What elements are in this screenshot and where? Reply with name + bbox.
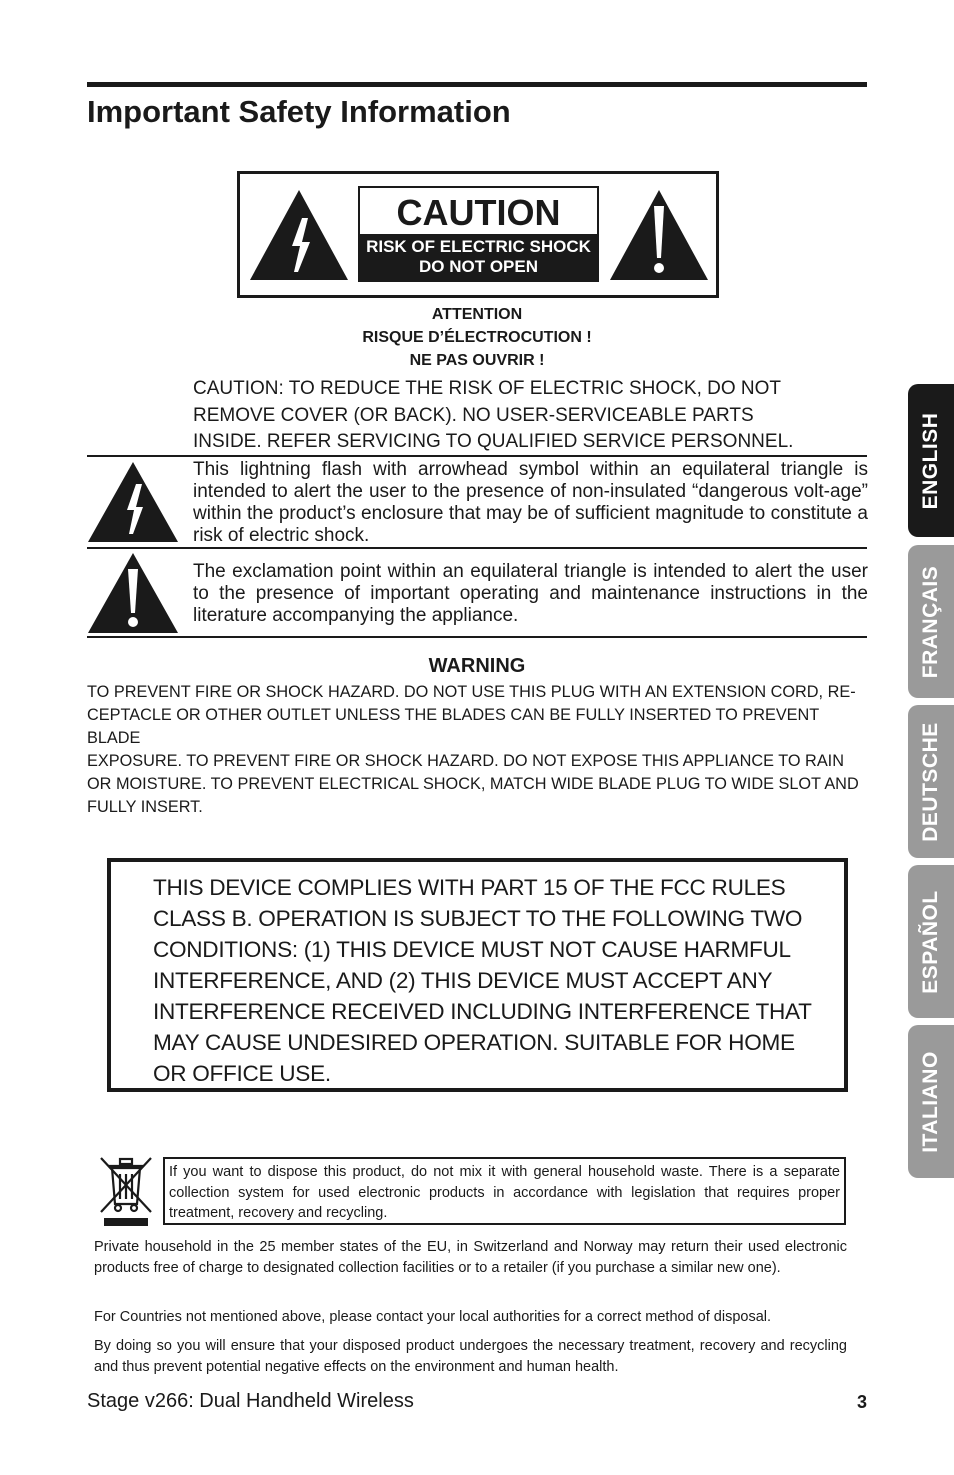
crossed-out-bin-icon bbox=[98, 1156, 154, 1230]
caution-statement-line: REMOVE COVER (OR BACK). NO USER-SERVICEABLE PARTS bbox=[193, 404, 754, 426]
lightning-warning-icon bbox=[87, 460, 179, 543]
fcc-line: MAY CAUSE UNDESIRED OPERATION. SUITABLE FOR HOME bbox=[153, 1030, 795, 1055]
caution-risk-line: RISK OF ELECTRIC SHOCK bbox=[366, 237, 591, 256]
fcc-line: INTERFERENCE, AND (2) THIS DEVICE MUST ACCEPT ANY bbox=[153, 968, 773, 993]
exclamation-warning-icon bbox=[87, 551, 179, 634]
tab-label: ESPAÑOL bbox=[919, 889, 942, 994]
warning-text bbox=[87, 681, 872, 819]
divider bbox=[87, 455, 867, 457]
lightning-warning-icon bbox=[248, 188, 350, 282]
attention-line: ATTENTION bbox=[431, 306, 523, 323]
page-title: Important Safety Information bbox=[87, 94, 511, 129]
fcc-line: CONDITIONS: (1) THIS DEVICE MUST NOT CAUSE HARMFUL bbox=[153, 937, 791, 962]
caution-word: CAUTION bbox=[396, 192, 561, 233]
tab-francais[interactable] bbox=[908, 545, 954, 698]
tab-english[interactable] bbox=[908, 384, 954, 537]
fcc-compliance-box bbox=[107, 858, 848, 1092]
divider bbox=[87, 636, 867, 638]
caution-statement-line: CAUTION: TO REDUCE THE RISK OF ELECTRIC SHOCK, DO NOT bbox=[193, 378, 782, 399]
warning-line: CEPTACLE OR OTHER OUTLET UNLESS THE BLADES CAN BE FULLY INSERTED TO PREVENT BLADE bbox=[87, 706, 819, 747]
exclamation-explanation: The exclamation point within an equilateral triangle is intended to alert the user to the presence of important operating and maintenance instructions in the literature accompanying the appliance. bbox=[193, 561, 868, 626]
disposal-paragraph: For Countries not mentioned above, please contact your local authorities for a correct method of disposal. bbox=[94, 1309, 772, 1325]
lightning-explanation: This lightning flash with arrowhead symbol within an equilateral triangle is intended to alert the user to the presence of non-insulated “dangerous volt-age” within the product’s enclosure that may be of sufficient magnitude to constitute a risk of electric shock. bbox=[193, 459, 868, 546]
warning-line: EXPOSURE. TO PREVENT FIRE OR SHOCK HAZARD. DO NOT EXPOSE THIS APPLIANCE TO RAIN bbox=[87, 752, 844, 770]
caution-open-line: DO NOT OPEN bbox=[418, 257, 538, 276]
disposal-notice-box bbox=[163, 1157, 846, 1225]
disposal-paragraph: Private household in the 25 member states of the EU, in Switzerland and Norway may return their used electronic products free of charge to designated collection facilities or to a retailer (if you purchase a similar new one). bbox=[94, 1239, 847, 1276]
divider bbox=[87, 547, 867, 549]
fcc-line: CLASS B. OPERATION IS SUBJECT TO THE FOLLOWING TWO bbox=[153, 906, 803, 931]
fcc-line: INTERFERENCE RECEIVED INCLUDING INTERFERENCE THAT bbox=[153, 999, 812, 1024]
attention-block bbox=[300, 303, 654, 372]
tab-label: ITALIANO bbox=[919, 1050, 942, 1153]
page-number: 3 bbox=[856, 1392, 867, 1412]
attention-line: RISQUE D’ÉLECTROCUTION ! bbox=[362, 329, 592, 346]
disposal-notice-text: If you want to dispose this product, do not mix it with general household waste. There is a separate collection system for used electronic products in accordance with legislation that requires proper treatment, recovery and recycling. bbox=[169, 1164, 840, 1221]
caution-statement bbox=[193, 376, 793, 456]
fcc-line: OR OFFICE USE. bbox=[153, 1061, 331, 1086]
tab-label: ENGLISH bbox=[919, 412, 942, 509]
exclamation-warning-icon bbox=[608, 188, 710, 282]
warning-heading: WARNING bbox=[428, 655, 526, 677]
fcc-compliance-text bbox=[153, 872, 813, 1089]
top-rule bbox=[87, 82, 867, 87]
caution-panel bbox=[358, 186, 599, 282]
tab-label: FRANÇAIS bbox=[919, 565, 942, 678]
tab-deutsche[interactable] bbox=[908, 705, 954, 858]
caution-label bbox=[237, 171, 719, 298]
tab-label: DEUTSCHE bbox=[919, 721, 942, 842]
warning-line: OR MOISTURE. TO PREVENT ELECTRICAL SHOCK, MATCH WIDE BLADE PLUG TO WIDE SLOT AND bbox=[87, 775, 859, 793]
attention-line: NE PAS OUVRIR ! bbox=[409, 352, 545, 369]
warning-line: TO PREVENT FIRE OR SHOCK HAZARD. DO NOT USE THIS PLUG WITH AN EXTENSION CORD, RE- bbox=[87, 683, 856, 701]
caution-band bbox=[360, 234, 597, 280]
tab-espanol[interactable] bbox=[908, 865, 954, 1018]
disposal-paragraph: By doing so you will ensure that your disposed product undergoes the necessary treatment, recovery and recycling and thus prevent potential negative effects on the environment and human health. bbox=[94, 1338, 847, 1375]
fcc-line: THIS DEVICE COMPLIES WITH PART 15 OF THE FCC RULES bbox=[153, 875, 786, 900]
footer-product-name: Stage v266: Dual Handheld Wireless bbox=[87, 1390, 414, 1412]
warning-line: FULLY INSERT. bbox=[87, 798, 203, 816]
tab-italiano[interactable] bbox=[908, 1025, 954, 1178]
caution-statement-line: INSIDE. REFER SERVICING TO QUALIFIED SERVICE PERSONNEL. bbox=[193, 431, 794, 452]
